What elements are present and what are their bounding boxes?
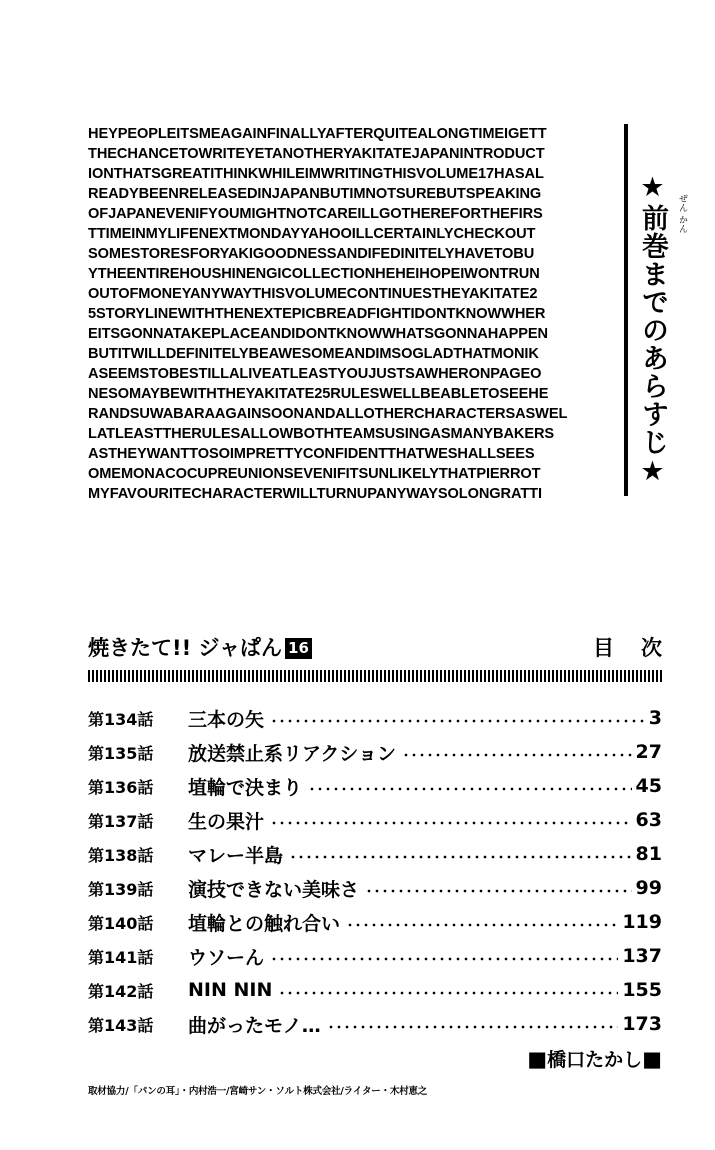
chapter-number: 第138話: [88, 845, 154, 865]
author-name: 橋口たかし: [547, 1049, 643, 1071]
chapter-title: 生の果汁: [188, 810, 265, 833]
chapter-page: 137: [622, 945, 662, 967]
toc-row[interactable]: [88, 837, 662, 871]
summary-line: THECHANCETOWRITEYETANOTHERYAKITATEJAPANINTRODUCT: [88, 146, 545, 162]
summary-line: BUTITWILLDEFINITELYBEAWESOMEANDIMSOGLADTHATMONIK: [88, 346, 539, 362]
book-title: [88, 634, 312, 662]
chapter-title: 埴輪との触れ合い: [188, 912, 341, 935]
dot-leader: [402, 753, 631, 757]
summary-line: LATLEASTTHERULESALLOWBOTHTEAMSUSINGASMANYBAKERS: [88, 426, 555, 442]
toc-header: [88, 634, 689, 664]
chapter-title: 曲がったモノ…: [188, 1014, 321, 1037]
summary-heading: ★前巻までのあらすじ★: [637, 172, 668, 488]
toc-row[interactable]: [88, 973, 662, 1007]
summary-line: OMEMONACOCUPREUNIONSEVENIFITSUNLIKELYTHATPIERROT: [88, 466, 541, 482]
chapter-number: 第137話: [88, 811, 154, 831]
dot-leader: [270, 821, 632, 825]
summary-line: IONTHATSGREATITHINKWHILEIMWRITINGTHISVOLUME17HASAL: [88, 166, 544, 182]
dot-leader: [270, 719, 645, 723]
book-title-text: 焼きたて!! ジャぱん: [88, 636, 283, 660]
chapter-number: 第142話: [88, 981, 154, 1001]
chapter-title: マレー半島: [188, 844, 284, 867]
author-credit: [527, 1045, 662, 1072]
toc-row[interactable]: [88, 871, 662, 905]
dot-leader: [365, 889, 632, 893]
summary-line: ASEEMSTOBESTILLALIVEATLEASTYOUJUSTSAWHERONPAGEO: [88, 366, 542, 382]
toc-row[interactable]: [88, 735, 662, 769]
summary-line: RANDSUWABARAAGAINSOONANDALLOTHERCHARACTERSASWEL: [88, 406, 568, 422]
toc-list: [88, 701, 662, 1041]
chapter-title: 三本の矢: [188, 708, 265, 731]
toc-row[interactable]: [88, 769, 662, 803]
toc-row[interactable]: [88, 1007, 662, 1041]
tick-divider: [88, 670, 662, 682]
chapter-title: ウソーん: [188, 946, 265, 969]
chapter-number: 第143話: [88, 1015, 154, 1035]
summary-line: NESOMAYBEWITHTHEYAKITATE25RULESWELLBEABLETOSEEHE: [88, 386, 549, 402]
chapter-number: 第134話: [88, 709, 154, 729]
chapter-page: 155: [622, 979, 662, 1001]
summary-line: YTHEENTIREHOUSHINENGICOLLECTIONHEHEIHOPEIWONTRUN: [88, 266, 540, 282]
chapter-page: 45: [635, 775, 662, 797]
summary-line: OFJAPANEVENIFYOUMIGHTNOTCAREILLGOTHEREFORTHEFIRS: [88, 206, 543, 222]
chapter-page: 99: [635, 877, 662, 899]
summary-line: 5STORYLINEWITHTHENEXTEPICBREADFIGHTIDONTKNOWWHER: [88, 306, 546, 322]
chapter-page: 63: [635, 809, 662, 831]
chapter-page: 81: [635, 843, 662, 865]
square-mark-icon: ■: [642, 1047, 662, 1071]
dot-leader: [346, 923, 618, 927]
dot-leader: [327, 1025, 619, 1029]
summary-line: TTIMEINMYLIFENEXTMONDAYYAHOOILLCERTAINLYCHECKOUT: [88, 226, 536, 242]
chapter-title: 演技できない美味さ: [188, 878, 360, 901]
dot-leader: [289, 855, 632, 859]
summary-line: READYBEENRELEASEDINJAPANBUTIMNOTSUREBUTSPEAKING: [88, 186, 542, 202]
toc-row[interactable]: [88, 905, 662, 939]
toc-row[interactable]: [88, 701, 662, 735]
summary-line: ASTHEYWANTTOSOIMPRETTYCONFIDENTTHATWESHALLSEES: [88, 446, 535, 462]
chapter-number: 第140話: [88, 913, 154, 933]
summary-divider: [624, 124, 628, 496]
summary-line: EITSGONNATAKEPLACEANDIDONTKNOWWHATSGONNAHAPPEN: [88, 326, 548, 342]
chapter-page: 119: [622, 911, 662, 933]
chapter-page: 3: [648, 707, 662, 729]
summary-line: OUTOFMONEYANYWAYTHISVOLUMECONTINUESTHEYAKITATE2: [88, 286, 538, 302]
chapter-title: 放送禁止系リアクション: [188, 742, 397, 765]
toc-row[interactable]: [88, 939, 662, 973]
dot-leader: [270, 957, 618, 961]
summary-line: MYFAVOURITECHARACTERWILLTURNUPANYWAYSOLONGRATTI: [88, 486, 542, 502]
chapter-number: 第141話: [88, 947, 154, 967]
chapter-page: 173: [622, 1013, 662, 1035]
chapter-page: 27: [635, 741, 662, 763]
summary-text-block: [88, 124, 620, 504]
chapter-title: 埴輪で決まり: [188, 776, 303, 799]
chapter-number: 第135話: [88, 743, 154, 763]
volume-badge: 16: [285, 638, 312, 659]
toc-row[interactable]: [88, 803, 662, 837]
dot-leader: [308, 787, 632, 791]
chapter-number: 第136話: [88, 777, 154, 797]
summary-heading-ruby: ぜん かん: [677, 194, 687, 233]
square-mark-icon: ■: [527, 1047, 548, 1071]
dot-leader: [278, 991, 618, 995]
chapter-title: NIN NIN: [188, 979, 273, 1001]
chapter-number: 第139話: [88, 879, 154, 899]
summary-line: HEYPEOPLEITSMEAGAINFINALLYAFTERQUITEALONGTIMEIGETT: [88, 126, 547, 142]
cooperation-credit: 取材協力/「パンの耳」・内村浩一/宮崎サン・ソルト株式会社/ライター・木村恵之: [88, 1086, 428, 1097]
contents-label: 目次: [593, 636, 689, 660]
summary-line: SOMESTORESFORYAKIGOODNESSANDIFEDINITELYHAVETOBU: [88, 246, 535, 262]
